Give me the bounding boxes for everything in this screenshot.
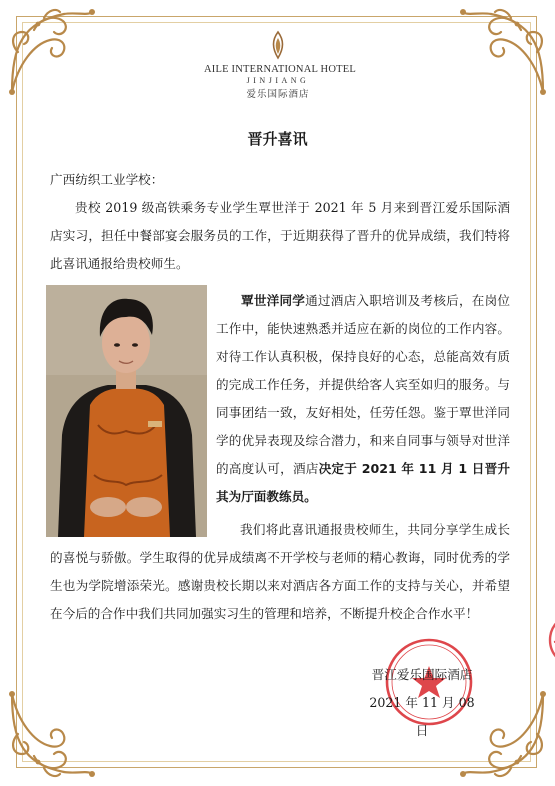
student-name: 覃世洋同学: [241, 293, 306, 308]
student-photo: [46, 285, 207, 537]
page-title: 晋升喜讯: [247, 130, 308, 148]
salutation: 广西纺织工业学校：: [50, 172, 164, 187]
corner-ornament-top-left: [4, 4, 100, 100]
signature-block: [362, 661, 482, 745]
signature-hotel: 晋江爱乐国际酒店: [371, 667, 473, 682]
corner-ornament-bottom-left: [4, 686, 100, 782]
hotel-name-cn: 爱乐国际酒店: [246, 89, 310, 100]
closing-text: 我们将此喜讯通报贵校师生，共同分享学生成长的喜悦与骄傲。学生取得的优异成绩离不开学校与老师的精心教诲，同时优秀的学生也为学院增添荣光。感谢贵校长期以来对酒店各方面工作的支持与关心，并希望在今后的合作中我们共同加强实习生的管理和培养，不断提升校企合作水平！: [50, 522, 510, 621]
promotion-decision: 决定于 2021 年 11 月 1 日晋升其为厅面教练员。: [216, 461, 511, 504]
student-paragraph: [216, 287, 510, 511]
student-evaluation: 通过酒店入职培训及考核后，在岗位工作中，能快速熟悉并适应在新的岗位的工作内容。对待工作认真积极，保持良好的心态，总能高效有质的完成工作任务，并提供给客人宾至如归的服务。与同事团结一致，友好相处，任劳任怨。鉴于覃世洋同学的优异表现及综合潜力，和来自同事与领导对世洋的高度认可，酒店: [216, 293, 511, 476]
hotel-city-en: JINJIANG: [246, 76, 310, 85]
closing-paragraph: [50, 516, 510, 628]
intro-paragraph: 贵校 2019 级高铁乘务专业学生覃世洋于 2021 年 5 月来到晋江爱乐国际酒店实习，担任中餐部宴会服务员的工作，于近期获得了晋升的优异成绩，我们特将此喜讯通报给贵校师生。: [50, 200, 510, 271]
signature-date: 2021 年 11 月 08 日: [369, 695, 475, 738]
hotel-logo: [204, 30, 356, 114]
hotel-emblem-icon: [263, 30, 293, 60]
hotel-name-en: AILE INTERNATIONAL HOTEL: [204, 64, 356, 75]
corner-ornament-top-right: [455, 4, 551, 100]
partial-seal-stamp: [534, 610, 555, 670]
